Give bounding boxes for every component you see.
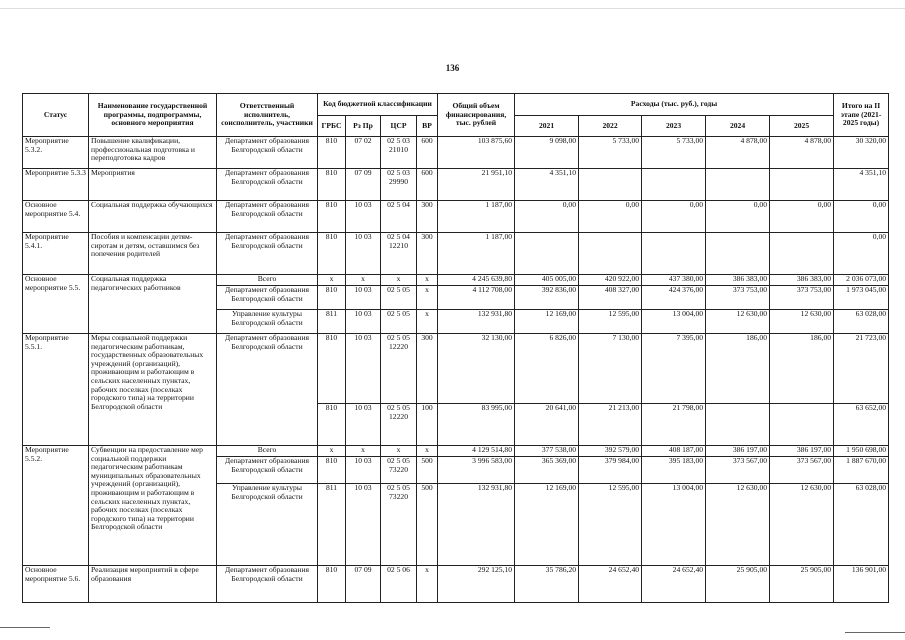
- header-year: 2024: [706, 116, 770, 137]
- cell-2022: 392 579,00: [579, 446, 642, 457]
- header-budget-code: Код бюджетной классификации: [318, 94, 438, 116]
- row-status: Мероприятие 5.3.3: [23, 169, 89, 201]
- cell-csr: х: [381, 446, 417, 457]
- cell-2025: 0,00: [770, 201, 834, 233]
- header-total: Общий объем финансирования, тыс. рублей: [438, 94, 515, 137]
- row-status: Основное мероприятие 5.4.: [23, 201, 89, 233]
- cell-2023: 21 798,00: [642, 404, 706, 446]
- cell-2025: 386 197,00: [770, 446, 834, 457]
- cell-csr: 02 5 03 29990: [381, 169, 417, 201]
- cell-total: 3 996 583,00: [438, 457, 515, 484]
- cell-stage: 30 320,00: [834, 137, 889, 169]
- cell-rz: 07 09: [346, 566, 381, 603]
- table-row: [23, 446, 889, 457]
- cell-2021: 377 538,00: [515, 446, 579, 457]
- cell-stage: 1 887 670,00: [834, 457, 889, 484]
- header-year: 2023: [642, 116, 706, 137]
- scan-edge-bottom-left: [0, 627, 50, 628]
- cell-2021: 365 369,00: [515, 457, 579, 484]
- cell-stage: 63 028,00: [834, 310, 889, 334]
- cell-2023: 13 004,00: [642, 484, 706, 566]
- cell-rz: 07 02: [346, 137, 381, 169]
- row-executor: Департамент образования Белгородской области: [217, 233, 318, 275]
- cell-2025: 12 630,00: [770, 310, 834, 334]
- cell-vr: 600: [417, 169, 438, 201]
- cell-vr: 300: [417, 334, 438, 404]
- cell-grbs: 810: [318, 169, 346, 201]
- row-name: Субвенции на предоставление мер социальной поддержки педагогическим работникам муниципальных образовательных учреждений (организаций), проживающим и работающим в сельских населенных пунктах, рабочих поселках (поселках городского типа) на территории Белгородской области: [89, 446, 217, 566]
- cell-total: 292 125,10: [438, 566, 515, 603]
- cell-csr: 02 5 03 21010: [381, 137, 417, 169]
- cell-2021: 12 169,00: [515, 484, 579, 566]
- cell-2021: 12 169,00: [515, 310, 579, 334]
- cell-stage: 136 901,00: [834, 566, 889, 603]
- cell-2023: 0,00: [642, 201, 706, 233]
- cell-2022: 420 922,00: [579, 275, 642, 286]
- cell-grbs: х: [318, 446, 346, 457]
- row-executor: Департамент образования Белгородской области: [217, 334, 318, 446]
- cell-vr: 600: [417, 137, 438, 169]
- cell-2021: 20 641,00: [515, 404, 579, 446]
- cell-grbs: 810: [318, 201, 346, 233]
- row-executor: Департамент образования Белгородской области: [217, 566, 318, 603]
- row-executor: Всего: [217, 446, 318, 457]
- header-status: Статус: [23, 94, 89, 137]
- cell-vr: 300: [417, 233, 438, 275]
- cell-2023: [642, 233, 706, 275]
- cell-total: 1 187,00: [438, 201, 515, 233]
- cell-2025: 12 630,00: [770, 484, 834, 566]
- cell-2022: 21 213,00: [579, 404, 642, 446]
- row-name: Повышение квалификации, профессиональная подготовка и переподготовка кадров: [89, 137, 217, 169]
- cell-csr: 02 5 06: [381, 566, 417, 603]
- cell-2024: 386 383,00: [706, 275, 770, 286]
- cell-2024: 186,00: [706, 334, 770, 404]
- cell-grbs: 810: [318, 286, 346, 310]
- cell-2021: 6 826,00: [515, 334, 579, 404]
- cell-rz: 10 03: [346, 457, 381, 484]
- header-rz: Рз Пр: [346, 116, 381, 137]
- row-status: Основное мероприятие 5.6.: [23, 566, 89, 603]
- cell-2024: 12 630,00: [706, 310, 770, 334]
- cell-stage: 63 652,00: [834, 404, 889, 446]
- cell-total: 103 875,60: [438, 137, 515, 169]
- cell-vr: х: [417, 446, 438, 457]
- cell-2022: 5 733,00: [579, 137, 642, 169]
- cell-2024: 373 567,00: [706, 457, 770, 484]
- cell-stage: 4 351,10: [834, 169, 889, 201]
- page-number: 136: [445, 63, 460, 73]
- cell-2023: 424 376,00: [642, 286, 706, 310]
- row-executor: Управление культуры Белгородской области: [217, 310, 318, 334]
- cell-2025: 25 905,00: [770, 566, 834, 603]
- cell-rz: 07 09: [346, 169, 381, 201]
- cell-grbs: х: [318, 275, 346, 286]
- cell-csr: 02 5 05: [381, 310, 417, 334]
- cell-total: 132 931,80: [438, 310, 515, 334]
- row-executor: Департамент образования Белгородской области: [217, 201, 318, 233]
- header-year: 2025: [770, 116, 834, 137]
- row-executor: Департамент образования Белгородской области: [217, 137, 318, 169]
- cell-total: 4 245 639,80: [438, 275, 515, 286]
- header-vr: ВР: [417, 116, 438, 137]
- cell-total: 32 130,00: [438, 334, 515, 404]
- cell-csr: х: [381, 275, 417, 286]
- cell-2022: 379 984,00: [579, 457, 642, 484]
- cell-grbs: 811: [318, 310, 346, 334]
- cell-vr: 500: [417, 484, 438, 566]
- row-status: Мероприятие 5.3.2.: [23, 137, 89, 169]
- budget-table: [22, 93, 889, 603]
- cell-2021: 0,00: [515, 201, 579, 233]
- cell-2025: 186,00: [770, 334, 834, 404]
- row-name: Социальная поддержка педагогических работников: [89, 275, 217, 334]
- cell-2023: 5 733,00: [642, 137, 706, 169]
- cell-grbs: 811: [318, 484, 346, 566]
- cell-rz: 10 03: [346, 310, 381, 334]
- row-executor: Всего: [217, 275, 318, 286]
- row-executor: Управление культуры Белгородской области: [217, 484, 318, 566]
- cell-total: 132 931,80: [438, 484, 515, 566]
- table-row: [23, 201, 889, 233]
- cell-2023: 7 395,00: [642, 334, 706, 404]
- cell-rz: х: [346, 275, 381, 286]
- cell-rz: 10 03: [346, 334, 381, 404]
- cell-grbs: 810: [318, 334, 346, 404]
- cell-2022: [579, 169, 642, 201]
- cell-total: 83 995,00: [438, 404, 515, 446]
- cell-2023: 13 004,00: [642, 310, 706, 334]
- cell-grbs: 810: [318, 404, 346, 446]
- cell-csr: 02 5 05 12220: [381, 404, 417, 446]
- cell-rz: 10 03: [346, 201, 381, 233]
- cell-2022: [579, 233, 642, 275]
- cell-vr: 500: [417, 457, 438, 484]
- table-row: [23, 334, 889, 404]
- cell-2022: 7 130,00: [579, 334, 642, 404]
- cell-2024: 25 905,00: [706, 566, 770, 603]
- table-row: [23, 275, 889, 286]
- row-status: Мероприятие 5.4.1.: [23, 233, 89, 275]
- row-name: Мероприятия: [89, 169, 217, 201]
- cell-total: 4 129 514,80: [438, 446, 515, 457]
- cell-rz: 10 03: [346, 286, 381, 310]
- row-name: Реализация мероприятий в сфере образования: [89, 566, 217, 603]
- cell-2025: 373 753,00: [770, 286, 834, 310]
- cell-grbs: 810: [318, 137, 346, 169]
- cell-stage: 1 973 045,00: [834, 286, 889, 310]
- cell-2024: [706, 233, 770, 275]
- cell-grbs: 810: [318, 566, 346, 603]
- cell-2023: 395 183,00: [642, 457, 706, 484]
- cell-2021: [515, 233, 579, 275]
- cell-stage: 63 028,00: [834, 484, 889, 566]
- header-csr: ЦСР: [381, 116, 417, 137]
- header-expenses: Расходы (тыс. руб.), годы: [515, 94, 834, 116]
- cell-2024: 0,00: [706, 201, 770, 233]
- row-name: Социальная поддержка обучающихся: [89, 201, 217, 233]
- header-year: 2022: [579, 116, 642, 137]
- cell-vr: 100: [417, 404, 438, 446]
- cell-2021: 405 005,00: [515, 275, 579, 286]
- cell-vr: х: [417, 275, 438, 286]
- cell-2023: 408 187,00: [642, 446, 706, 457]
- cell-2023: 24 652,40: [642, 566, 706, 603]
- scan-edge-bottom-right: [845, 632, 905, 633]
- cell-2023: 437 380,00: [642, 275, 706, 286]
- cell-rz: х: [346, 446, 381, 457]
- header-stage-total: Итого на II этапе (2021-2025 годы): [834, 94, 889, 137]
- cell-2024: 4 878,00: [706, 137, 770, 169]
- cell-2022: 24 652,40: [579, 566, 642, 603]
- table-row: [23, 566, 889, 603]
- cell-rz: 10 03: [346, 484, 381, 566]
- cell-total: 1 187,00: [438, 233, 515, 275]
- cell-2021: 392 836,00: [515, 286, 579, 310]
- cell-csr: 02 5 05 12220: [381, 334, 417, 404]
- cell-stage: 21 723,00: [834, 334, 889, 404]
- header-year: 2021: [515, 116, 579, 137]
- cell-total: 4 112 708,00: [438, 286, 515, 310]
- cell-vr: 300: [417, 201, 438, 233]
- cell-stage: 2 036 073,00: [834, 275, 889, 286]
- cell-stage: 0,00: [834, 201, 889, 233]
- cell-2024: [706, 169, 770, 201]
- cell-2022: 408 327,00: [579, 286, 642, 310]
- header-name: Наименование государственной программы, подпрограммы, основного мероприятия: [89, 94, 217, 137]
- cell-2021: 35 786,20: [515, 566, 579, 603]
- cell-2021: 4 351,10: [515, 169, 579, 201]
- cell-2025: [770, 404, 834, 446]
- cell-2024: 373 753,00: [706, 286, 770, 310]
- header-grbs: ГРБС: [318, 116, 346, 137]
- row-status: Мероприятие 5.5.2.: [23, 446, 89, 566]
- cell-2025: [770, 233, 834, 275]
- cell-stage: 0,00: [834, 233, 889, 275]
- cell-2022: 0,00: [579, 201, 642, 233]
- row-status: Основное мероприятие 5.5.: [23, 275, 89, 334]
- row-executor: Департамент образования Белгородской области: [217, 457, 318, 484]
- header-executor: Ответственный исполнитель, соисполнитель, участники: [217, 94, 318, 137]
- table-row: [23, 137, 889, 169]
- cell-2023: [642, 169, 706, 201]
- cell-grbs: 810: [318, 233, 346, 275]
- scan-edge-top: [0, 8, 905, 9]
- cell-csr: 02 5 05 73220: [381, 457, 417, 484]
- cell-2022: 12 595,00: [579, 484, 642, 566]
- cell-rz: 10 03: [346, 404, 381, 446]
- table-row: [23, 169, 889, 201]
- cell-2021: 9 098,00: [515, 137, 579, 169]
- table-row: [23, 233, 889, 275]
- cell-stage: 1 950 698,00: [834, 446, 889, 457]
- cell-2025: 4 878,00: [770, 137, 834, 169]
- cell-vr: х: [417, 286, 438, 310]
- row-executor: Департамент образования Белгородской области: [217, 286, 318, 310]
- cell-2024: [706, 404, 770, 446]
- cell-2025: 386 383,00: [770, 275, 834, 286]
- cell-2022: 12 595,00: [579, 310, 642, 334]
- cell-grbs: 810: [318, 457, 346, 484]
- cell-csr: 02 5 05 73220: [381, 484, 417, 566]
- cell-2024: 12 630,00: [706, 484, 770, 566]
- cell-vr: х: [417, 310, 438, 334]
- row-name: Меры социальной поддержки педагогическим работникам, государственных образовательных учреждений (организаций), проживающим и работающим в сельских населенных пунктах, рабочих поселках (поселках городского типа) на территории Белгородской области: [89, 334, 217, 446]
- cell-total: 21 951,10: [438, 169, 515, 201]
- cell-csr: 02 5 04 12210: [381, 233, 417, 275]
- cell-2024: 386 197,00: [706, 446, 770, 457]
- cell-2025: [770, 169, 834, 201]
- cell-vr: х: [417, 566, 438, 603]
- row-status: Мероприятие 5.5.1.: [23, 334, 89, 446]
- cell-csr: 02 5 04: [381, 201, 417, 233]
- cell-csr: 02 5 05: [381, 286, 417, 310]
- cell-2025: 373 567,00: [770, 457, 834, 484]
- row-executor: Департамент образования Белгородской области: [217, 169, 318, 201]
- row-name: Пособия и компенсации детям-сиротам и детям, оставшимся без попечения родителей: [89, 233, 217, 275]
- cell-rz: 10 03: [346, 233, 381, 275]
